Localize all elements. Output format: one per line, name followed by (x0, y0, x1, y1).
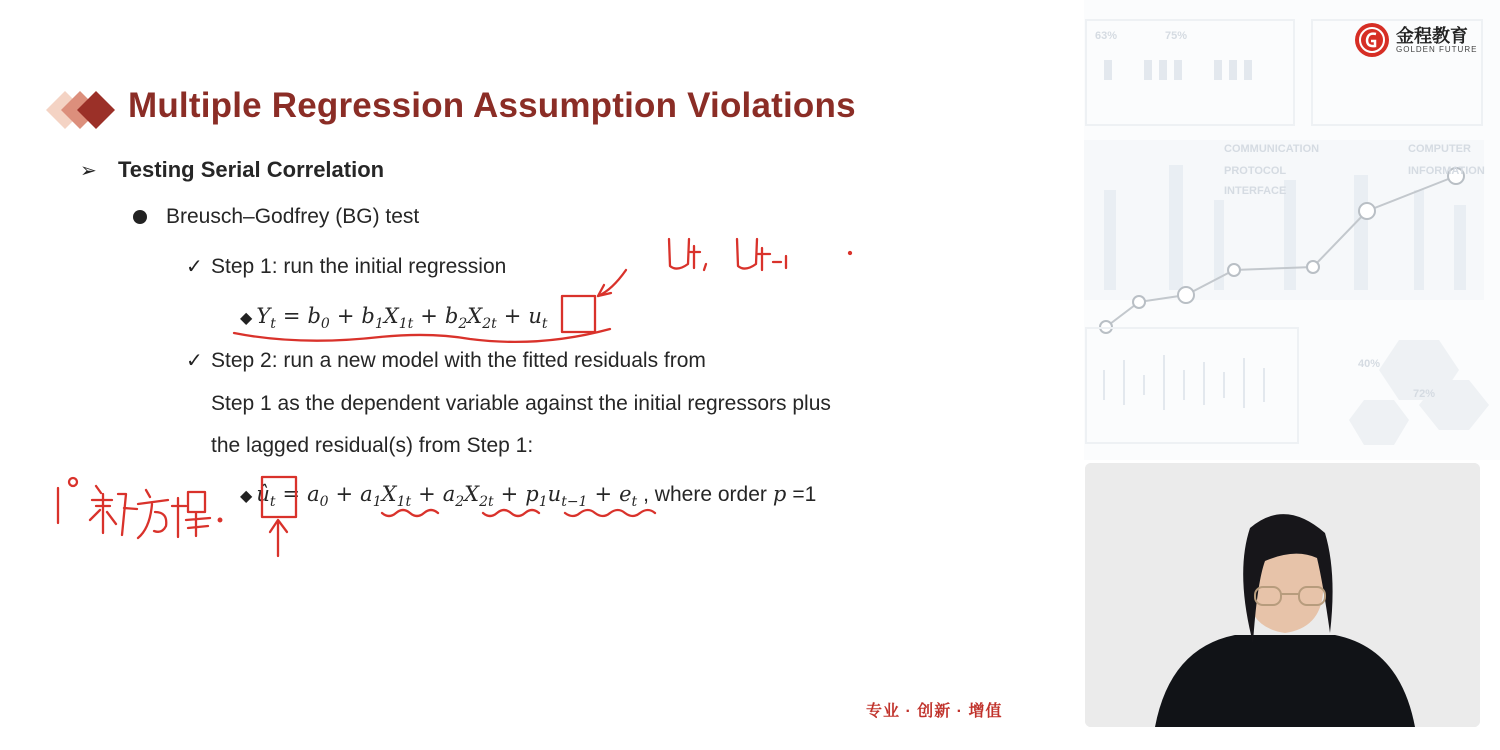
background-infographic (1084, 0, 1500, 460)
step-2-line-3: the lagged residual(s) from Step 1: (211, 434, 534, 457)
golden-future-logo (1354, 22, 1477, 58)
order-value: =1 (792, 483, 817, 506)
heading-bullet (80, 157, 384, 183)
equation-initial-regression: ◆ $Y_t$ = $b_0$ + $b_1X_{1t}$ + $b_2X_{2t}$ + $u_t$ (240, 304, 548, 332)
slide-title: Multiple Regression Assumption Violations (128, 86, 856, 125)
presenter-webcam (1085, 463, 1480, 727)
step-2-line-1: Step 2: run a new model with the fitted residuals from (211, 349, 706, 372)
bg-test-bullet (133, 205, 419, 229)
step-2-line-2: Step 1 as the dependent variable against the initial regressors plus (211, 392, 831, 415)
diamond-bullet-icon: ◆ (240, 486, 253, 505)
bg-label-communication: COMMUNICATION (1224, 143, 1320, 155)
order-variable: p (772, 482, 787, 506)
check-icon: ✓ (186, 350, 203, 372)
bg-label-computer: COMPUTER (1408, 143, 1471, 155)
bg-label-information: INFORMATION (1408, 165, 1485, 177)
golden-future-logo-icon (1354, 22, 1390, 58)
dot-bullet-icon (133, 210, 147, 224)
step-2 (186, 348, 706, 373)
step-1-text: Step 1: run the initial regression (211, 255, 507, 278)
order-text: , where order (643, 483, 767, 506)
bg-label-40: 40% (1358, 358, 1381, 370)
arrow-bullet-icon: ➢ (80, 159, 97, 182)
bg-test-label: Breusch–Godfrey (BG) test (166, 205, 420, 228)
bg-label-63: 63% (1095, 30, 1118, 42)
footer-slogan: 专业 · 创新 · 增值 (866, 703, 1003, 720)
logo-english-name: GOLDEN FUTURE (1396, 44, 1478, 54)
equation-bg-auxiliary: ◆ $û_t$ = $a_0$ + $a_1X_{1t}$ + $a_2X_{2t}$ + $p_1u_{t-1}$ + $e_t$ , where order p =1 (240, 482, 817, 510)
diamond-bullet-icon: ◆ (240, 308, 253, 327)
bg-label-75: 75% (1165, 30, 1188, 42)
step-1 (186, 254, 506, 279)
bg-label-protocol: PROTOCOL (1224, 165, 1287, 177)
bg-label-interface: INTERFACE (1224, 185, 1287, 197)
check-icon: ✓ (186, 256, 203, 278)
presenter-video-icon (1085, 463, 1480, 727)
bg-label-72: 72% (1413, 388, 1436, 400)
logo-chinese-name: 金程教育 (1396, 25, 1468, 46)
title-diamond-icon (40, 86, 130, 136)
section-heading: Testing Serial Correlation (118, 157, 385, 182)
